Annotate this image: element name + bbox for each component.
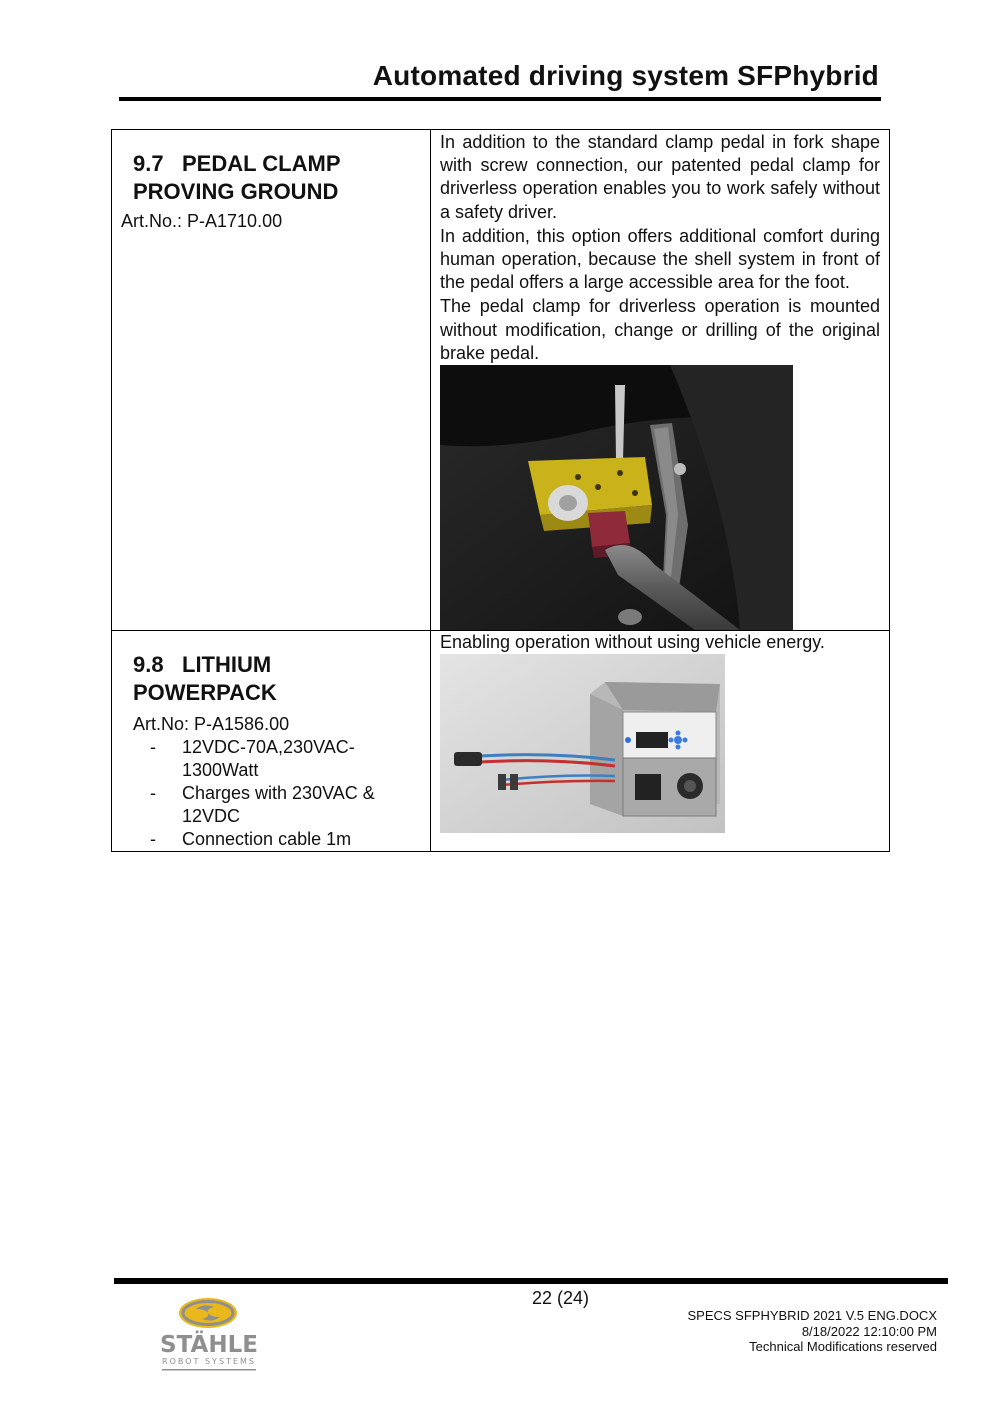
section-title-line: PROVING GROUND xyxy=(133,179,339,204)
section-title-line: POWERPACK xyxy=(133,680,277,706)
description-paragraph: Enabling operation without using vehicle energy. xyxy=(440,632,825,653)
list-item: - Charges with 230VAC & 12VDC xyxy=(150,782,430,828)
spec-list xyxy=(112,736,430,851)
section-number: 9.8 xyxy=(133,652,164,678)
page-title: Automated driving system SFPhybrid xyxy=(372,60,879,91)
list-item: - 12VDC-70A,230VAC-1300Watt xyxy=(150,736,430,782)
modifications-notice: Technical Modifications reserved xyxy=(749,1339,937,1354)
spec-table xyxy=(111,129,890,852)
section-number: 9.7 xyxy=(133,151,164,176)
logo-wordmark: STÄHLE xyxy=(160,1332,258,1358)
table-row xyxy=(112,130,890,631)
document-filename: SPECS SFPHYBRID 2021 V.5 ENG.DOCX xyxy=(687,1308,937,1323)
description-paragraph: In addition, this option offers additional comfort during human operation, because the shell system in front of the pedal offers a large accessible area for the foot. xyxy=(440,225,880,293)
spec-cell-right xyxy=(431,631,890,852)
section-title-line: PEDAL CLAMP xyxy=(182,151,341,176)
pedal-clamp-photo xyxy=(440,365,793,630)
page-number: 22 (24) xyxy=(532,1288,590,1308)
spec-cell-left xyxy=(112,631,431,852)
list-item: - Connection cable 1m xyxy=(150,828,430,851)
header-divider xyxy=(119,97,881,101)
spec-cell-right xyxy=(431,130,890,631)
footer-info xyxy=(687,1308,937,1355)
description-paragraph: The pedal clamp for driverless operation is mounted without modification, change or drilling of the original brake pedal. xyxy=(440,296,880,363)
section-title-line: LITHIUM xyxy=(182,652,272,678)
table-row xyxy=(112,631,890,852)
article-number: Art.No.: P-A1710.00 xyxy=(121,211,283,231)
article-number: Art.No: P-A1586.00 xyxy=(133,714,290,735)
description-paragraph: In addition to the standard clamp pedal in fork shape with screw connection, our patented pedal clamp for driverless operation enables you to work safely without a safety driver. xyxy=(440,132,880,222)
section-heading xyxy=(133,651,430,707)
spec-cell-left xyxy=(112,130,431,631)
powerpack-render xyxy=(440,654,725,833)
staehle-logo xyxy=(134,1295,284,1375)
section-heading xyxy=(133,150,430,206)
document-date: 8/18/2022 12:10:00 PM xyxy=(801,1323,937,1339)
logo-tagline: ROBOT SYSTEMS xyxy=(162,1357,256,1366)
footer-divider xyxy=(114,1278,948,1284)
